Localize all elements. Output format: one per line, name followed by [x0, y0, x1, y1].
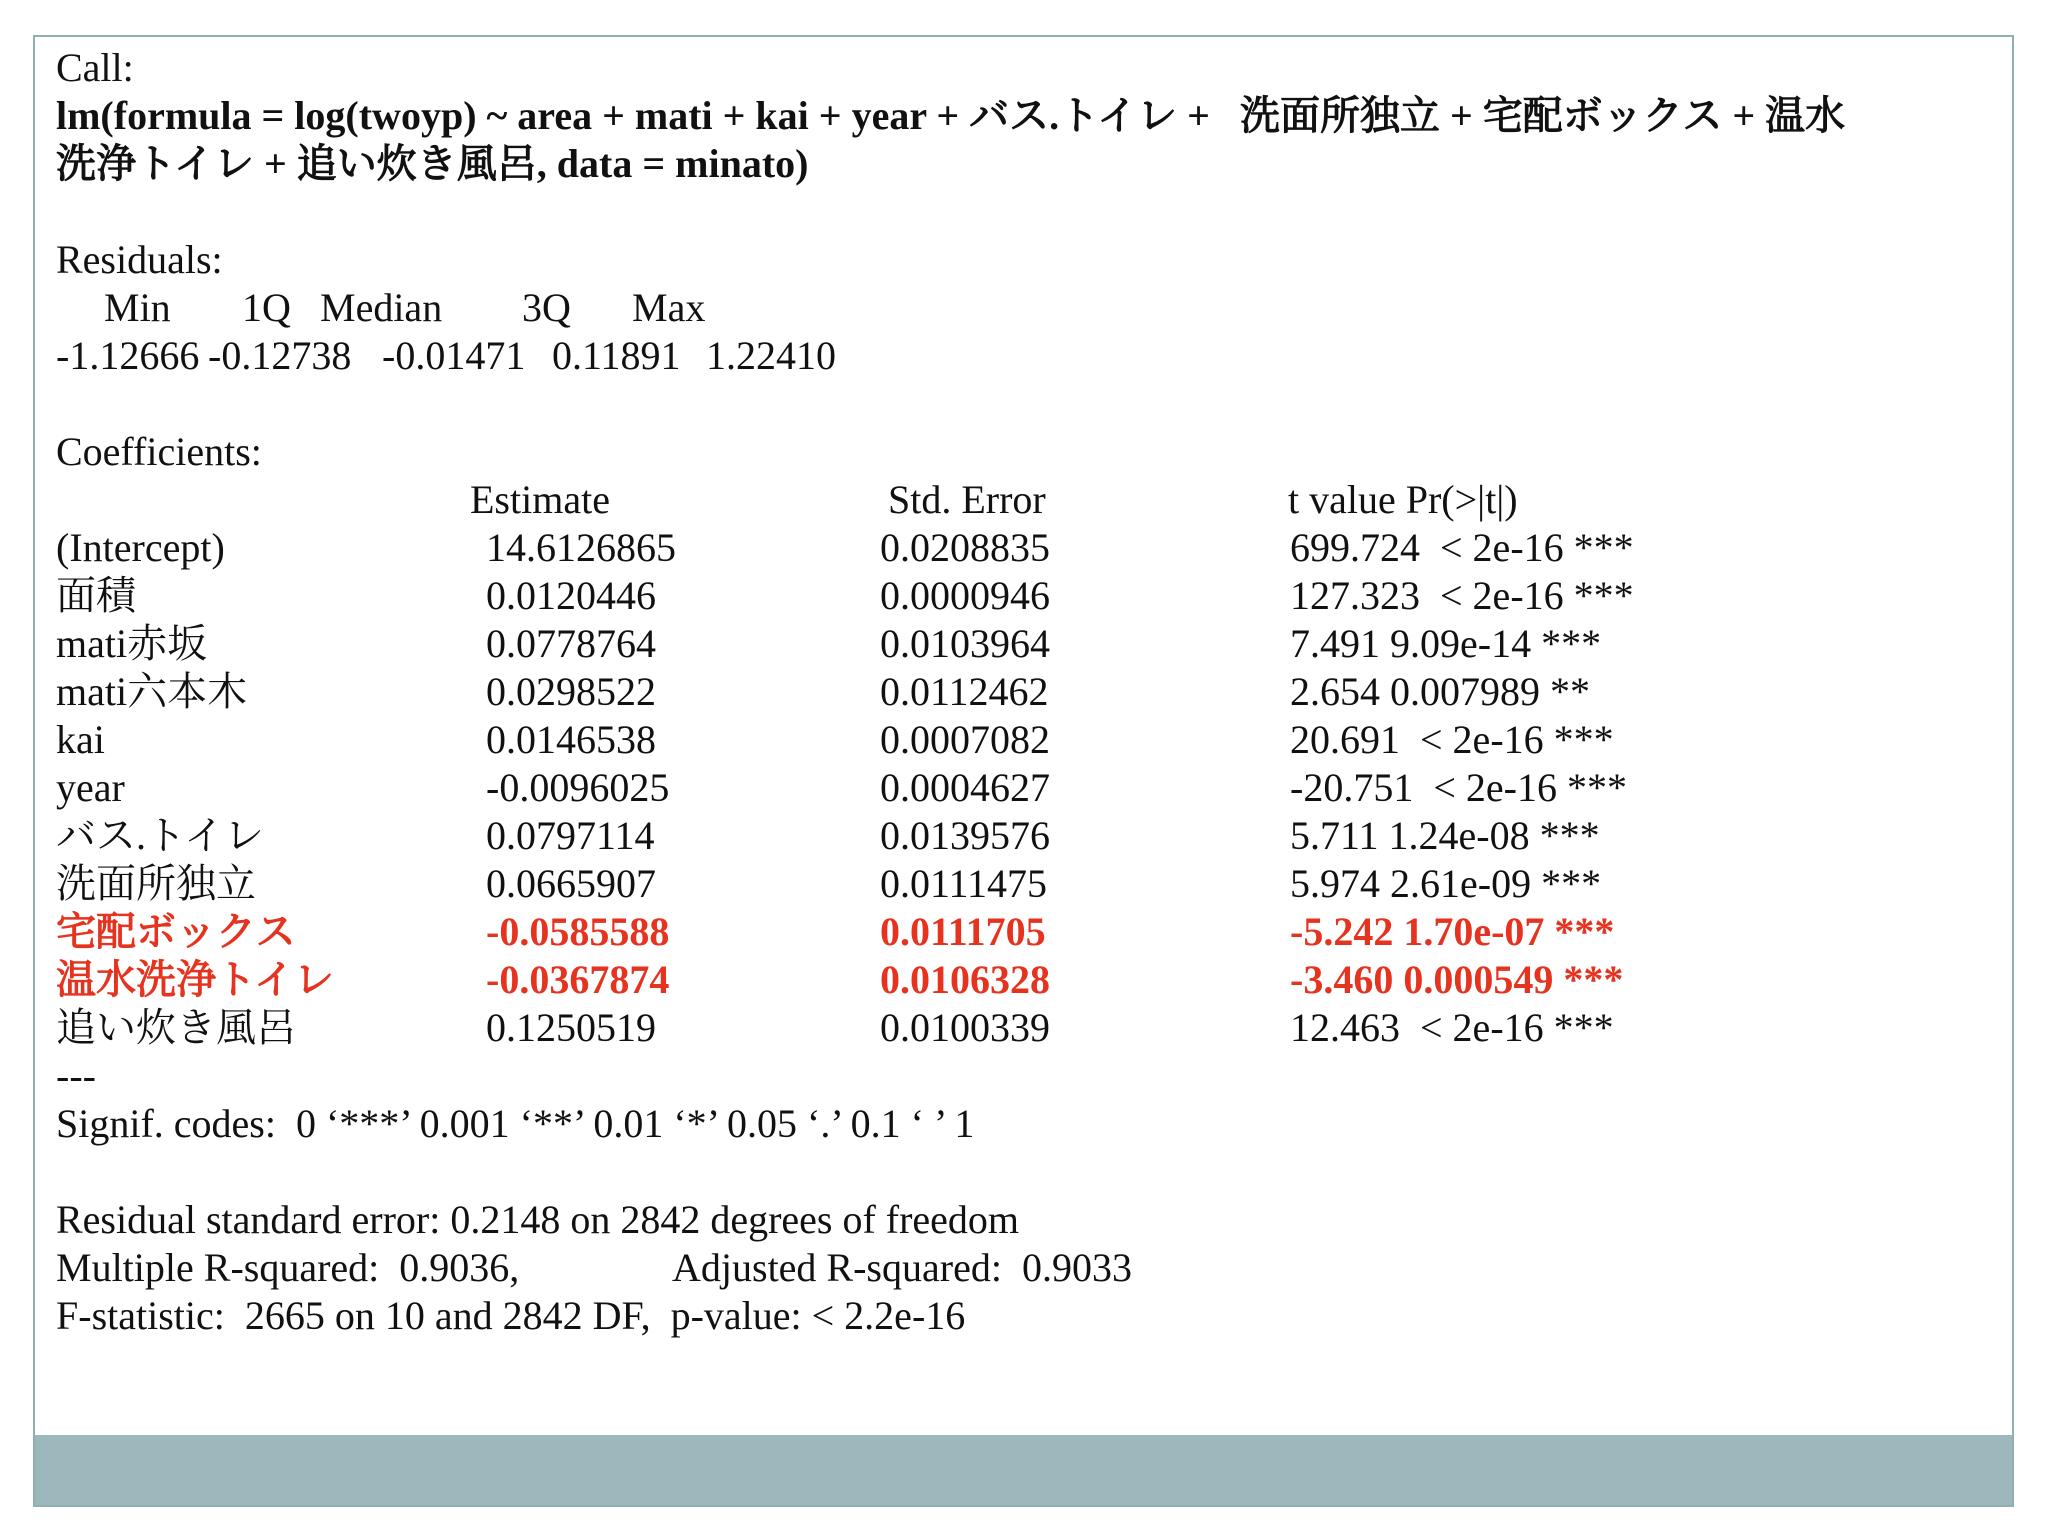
- coef-cell-estimate: 14.6126865: [486, 525, 676, 570]
- coef-cell-name: (Intercept): [56, 525, 225, 570]
- coefficients-header-row: [56, 476, 1996, 524]
- footer-band: [35, 1435, 2012, 1505]
- residuals-value-row: [56, 332, 1996, 380]
- residual-standard-error: Residual standard error: 0.2148 on 2842 degrees of freedom: [56, 1197, 1020, 1242]
- table-row: [56, 572, 1996, 620]
- coef-cell-t-p: 12.463 < 2e-16 ***: [1290, 1005, 1614, 1050]
- table-row: [56, 524, 1996, 572]
- f-statistic: F-statistic: 2665 on 10 and 2842 DF, p-value: < 2.2e-16: [56, 1293, 966, 1338]
- coef-cell-name: バス.トイレ: [56, 813, 264, 858]
- coef-cell-std-error: 0.0000946: [880, 573, 1050, 618]
- call-formula-line1: lm(formula = log(twoyp) ~ area + mati + kai + year + バス.トイレ + 洗面所独立 + 宅配ボックス + 温水: [56, 93, 1846, 138]
- coef-cell-t-p: 2.654 0.007989 **: [1290, 669, 1590, 714]
- coef-header-estimate: Estimate: [470, 477, 610, 522]
- signif-codes: Signif. codes: 0 ‘***’ 0.001 ‘**’ 0.01 ‘*’ 0.05 ‘.’ 0.1 ‘ ’ 1: [56, 1101, 975, 1146]
- call-label: Call:: [56, 45, 134, 90]
- residuals-value-min: -1.12666: [56, 333, 200, 378]
- coef-cell-name: 宅配ボックス: [56, 909, 296, 954]
- coefficients-label: Coefficients:: [56, 429, 262, 474]
- coefficients-table-body: [56, 524, 1996, 1052]
- coef-cell-name: 追い炊き風呂: [56, 1005, 296, 1050]
- table-row: [56, 668, 1996, 716]
- coef-cell-t-p: 127.323 < 2e-16 ***: [1290, 573, 1634, 618]
- coef-cell-estimate: 0.0120446: [486, 573, 656, 618]
- coef-cell-name: mati赤坂: [56, 621, 208, 666]
- coef-cell-estimate: -0.0096025: [486, 765, 670, 810]
- table-row: [56, 620, 1996, 668]
- coef-cell-estimate: -0.0585588: [486, 909, 670, 954]
- r-squared-row: [56, 1244, 1996, 1292]
- coef-cell-std-error: 0.0111475: [880, 861, 1048, 906]
- residuals-header-median: Median: [320, 285, 443, 330]
- coef-cell-t-p: -3.460 0.000549 ***: [1290, 957, 1624, 1002]
- coef-cell-name: 面積: [56, 573, 136, 618]
- coef-cell-std-error: 0.0100339: [880, 1005, 1050, 1050]
- coef-cell-std-error: 0.0106328: [880, 957, 1050, 1002]
- coef-cell-t-p: 5.974 2.61e-09 ***: [1290, 861, 1602, 906]
- residuals-header-min: Min: [104, 285, 171, 330]
- coef-cell-estimate: -0.0367874: [486, 957, 670, 1002]
- regression-output: [56, 44, 1996, 1340]
- coef-cell-t-p: 699.724 < 2e-16 ***: [1290, 525, 1634, 570]
- coef-cell-std-error: 0.0007082: [880, 717, 1050, 762]
- residuals-header-row: [56, 284, 1996, 332]
- coef-cell-std-error: 0.0139576: [880, 813, 1050, 858]
- residuals-value-max: 1.22410: [706, 333, 836, 378]
- coef-cell-estimate: 0.0797114: [486, 813, 655, 858]
- coef-cell-t-p: 5.711 1.24e-08 ***: [1290, 813, 1600, 858]
- coef-cell-t-p: 7.491 9.09e-14 ***: [1290, 621, 1602, 666]
- coef-cell-t-p: -20.751 < 2e-16 ***: [1290, 765, 1627, 810]
- separator: ---: [56, 1053, 96, 1098]
- table-row: [56, 716, 1996, 764]
- residuals-value-3q: 0.11891: [552, 333, 681, 378]
- coef-cell-t-p: 20.691 < 2e-16 ***: [1290, 717, 1614, 762]
- coef-header-std-error: Std. Error: [888, 477, 1046, 522]
- adjusted-r-squared: Adjusted R-squared: 0.9033: [672, 1245, 1132, 1290]
- coef-cell-name: year: [56, 765, 125, 810]
- coef-cell-name: 温水洗浄トイレ: [56, 957, 334, 1002]
- coef-cell-t-p: -5.242 1.70e-07 ***: [1290, 909, 1615, 954]
- residuals-header-1q: 1Q: [242, 285, 291, 330]
- coef-cell-name: kai: [56, 717, 105, 762]
- coef-cell-estimate: 0.0778764: [486, 621, 656, 666]
- table-row: [56, 908, 1996, 956]
- coef-cell-std-error: 0.0208835: [880, 525, 1050, 570]
- coef-cell-estimate: 0.0665907: [486, 861, 656, 906]
- call-formula-line2: 洗浄トイレ + 追い炊き風呂, data = minato): [56, 141, 809, 186]
- residuals-value-1q: -0.12738: [208, 333, 352, 378]
- table-row: [56, 956, 1996, 1004]
- table-row: [56, 764, 1996, 812]
- table-row: [56, 1004, 1996, 1052]
- coef-cell-name: 洗面所独立: [56, 861, 256, 906]
- multiple-r-squared: Multiple R-squared: 0.9036,: [56, 1245, 520, 1290]
- coef-cell-std-error: 0.0004627: [880, 765, 1050, 810]
- residuals-value-median: -0.01471: [382, 333, 526, 378]
- coef-cell-estimate: 0.0146538: [486, 717, 656, 762]
- residuals-label: Residuals:: [56, 237, 223, 282]
- residuals-header-max: Max: [632, 285, 706, 330]
- table-row: [56, 860, 1996, 908]
- coef-cell-std-error: 0.0103964: [880, 621, 1050, 666]
- coef-cell-estimate: 0.0298522: [486, 669, 656, 714]
- coef-cell-name: mati六本木: [56, 669, 248, 714]
- residuals-header-3q: 3Q: [522, 285, 571, 330]
- coef-cell-std-error: 0.0111705: [880, 909, 1046, 954]
- table-row: [56, 812, 1996, 860]
- coef-cell-estimate: 0.1250519: [486, 1005, 656, 1050]
- coef-cell-std-error: 0.0112462: [880, 669, 1049, 714]
- coef-header-t-p: t value Pr(>|t|): [1288, 477, 1518, 522]
